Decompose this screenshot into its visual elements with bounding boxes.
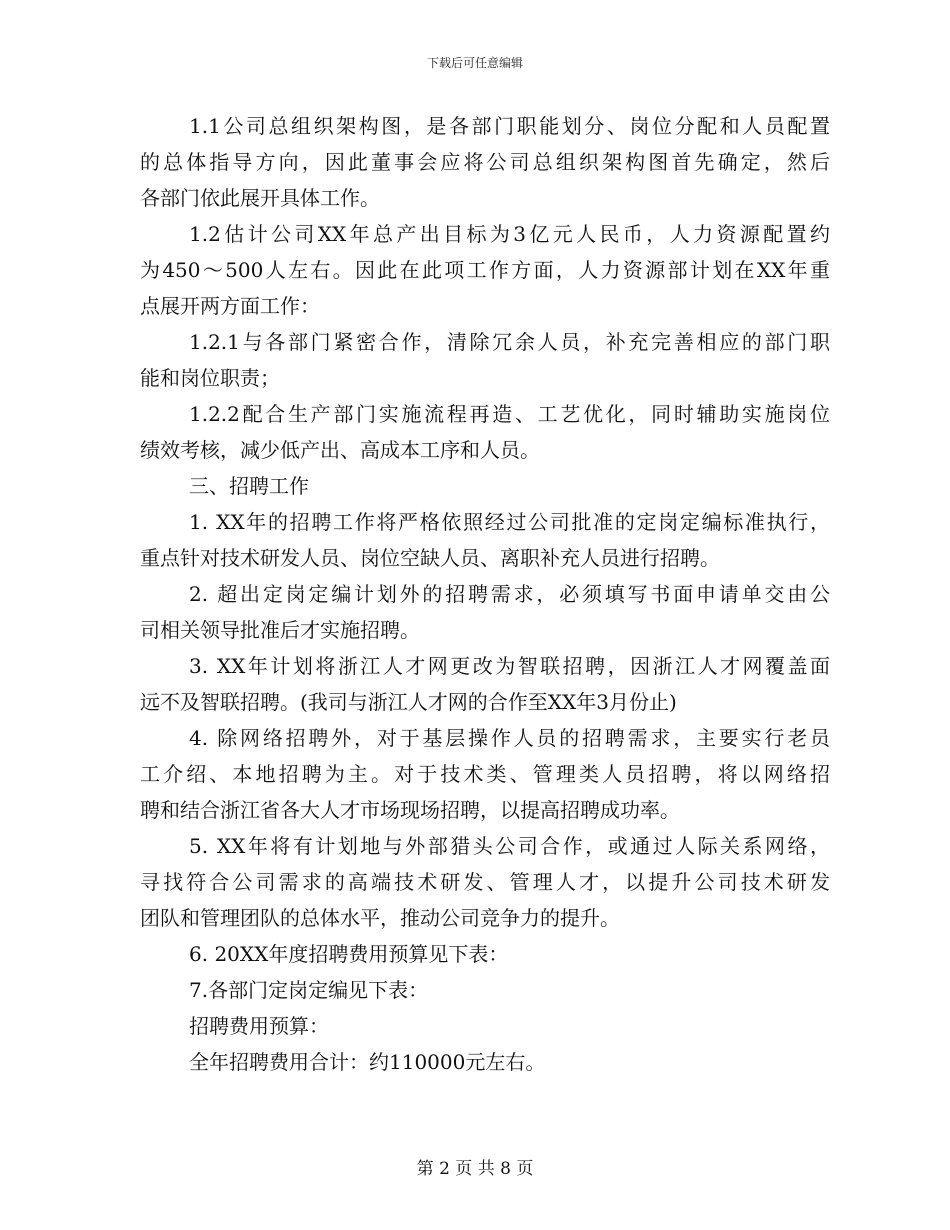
paragraph-line: 1.2.2配合生产部门实施流程再造、工艺优化，同时辅助实施岗位 bbox=[189, 402, 830, 426]
paragraph-line: 6. 20XX年度招聘费用预算见下表： bbox=[189, 942, 509, 966]
paragraph-line: 各部门依此展开具体工作。 bbox=[140, 186, 380, 210]
paragraph-line: 团队和管理团队的总体水平，推动公司竞争力的提升。 bbox=[140, 906, 620, 930]
paragraph-line: 5. XX年将有计划地与外部猎头公司合作，或通过人际关系网络， bbox=[189, 834, 830, 858]
paragraph-line: 7.各部门定岗定编见下表： bbox=[189, 978, 429, 1002]
document-body bbox=[140, 108, 830, 1080]
page-number-footer: 第 2 页 共 8 页 bbox=[416, 1159, 534, 1179]
paragraph-line: 寻找符合公司需求的高端技术研发、管理人才，以提升公司技术研发 bbox=[140, 870, 830, 894]
paragraph-line: 1.2.1与各部门紧密合作，清除冗余人员，补充完善相应的部门职 bbox=[189, 330, 830, 354]
section-heading: 三、招聘工作 bbox=[189, 474, 309, 498]
paragraph-line: 司相关领导批准后才实施招聘。 bbox=[140, 618, 420, 642]
paragraph-line: 聘和结合浙江省各大人才市场现场招聘，以提高招聘成功率。 bbox=[140, 798, 680, 822]
paragraph-line: 3. XX年计划将浙江人才网更改为智联招聘，因浙江人才网覆盖面 bbox=[189, 654, 830, 678]
paragraph-line: 重点针对技术研发人员、岗位空缺人员、离职补充人员进行招聘。 bbox=[140, 546, 720, 570]
paragraph-line: 为450～500人左右。因此在此项工作方面，人力资源部计划在XX年重 bbox=[140, 258, 830, 282]
paragraph-line: 工介绍、本地招聘为主。对于技术类、管理类人员招聘，将以网络招 bbox=[140, 762, 830, 786]
paragraph-line: 能和岗位职责； bbox=[140, 366, 280, 390]
paragraph-line: 远不及智联招聘。(我司与浙江人才网的合作至XX年3月份止) bbox=[140, 690, 677, 714]
paragraph-line: 1.2估计公司XX年总产出目标为3亿元人民币，人力资源配置约 bbox=[189, 222, 830, 246]
paragraph-line: 1. XX年的招聘工作将严格依照经过公司批准的定岗定编标准执行， bbox=[189, 510, 830, 534]
paragraph-line: 1.1公司总组织架构图，是各部门职能划分、岗位分配和人员配置 bbox=[189, 114, 830, 138]
paragraph-line: 的总体指导方向，因此董事会应将公司总组织架构图首先确定，然后 bbox=[140, 150, 830, 174]
paragraph-line: 2. 超出定岗定编计划外的招聘需求，必须填写书面申请单交由公 bbox=[189, 582, 830, 606]
page-header: 下载后可任意编辑 bbox=[426, 56, 523, 70]
paragraph-line: 招聘费用预算： bbox=[189, 1014, 329, 1038]
paragraph-line: 绩效考核，减少低产出、高成本工序和人员。 bbox=[140, 438, 540, 462]
paragraph-line: 全年招聘费用合计：约110000元左右。 bbox=[189, 1050, 546, 1074]
paragraph-line: 4. 除网络招聘外，对于基层操作人员的招聘需求，主要实行老员 bbox=[189, 726, 830, 750]
paragraph-line: 点展开两方面工作： bbox=[140, 294, 320, 318]
